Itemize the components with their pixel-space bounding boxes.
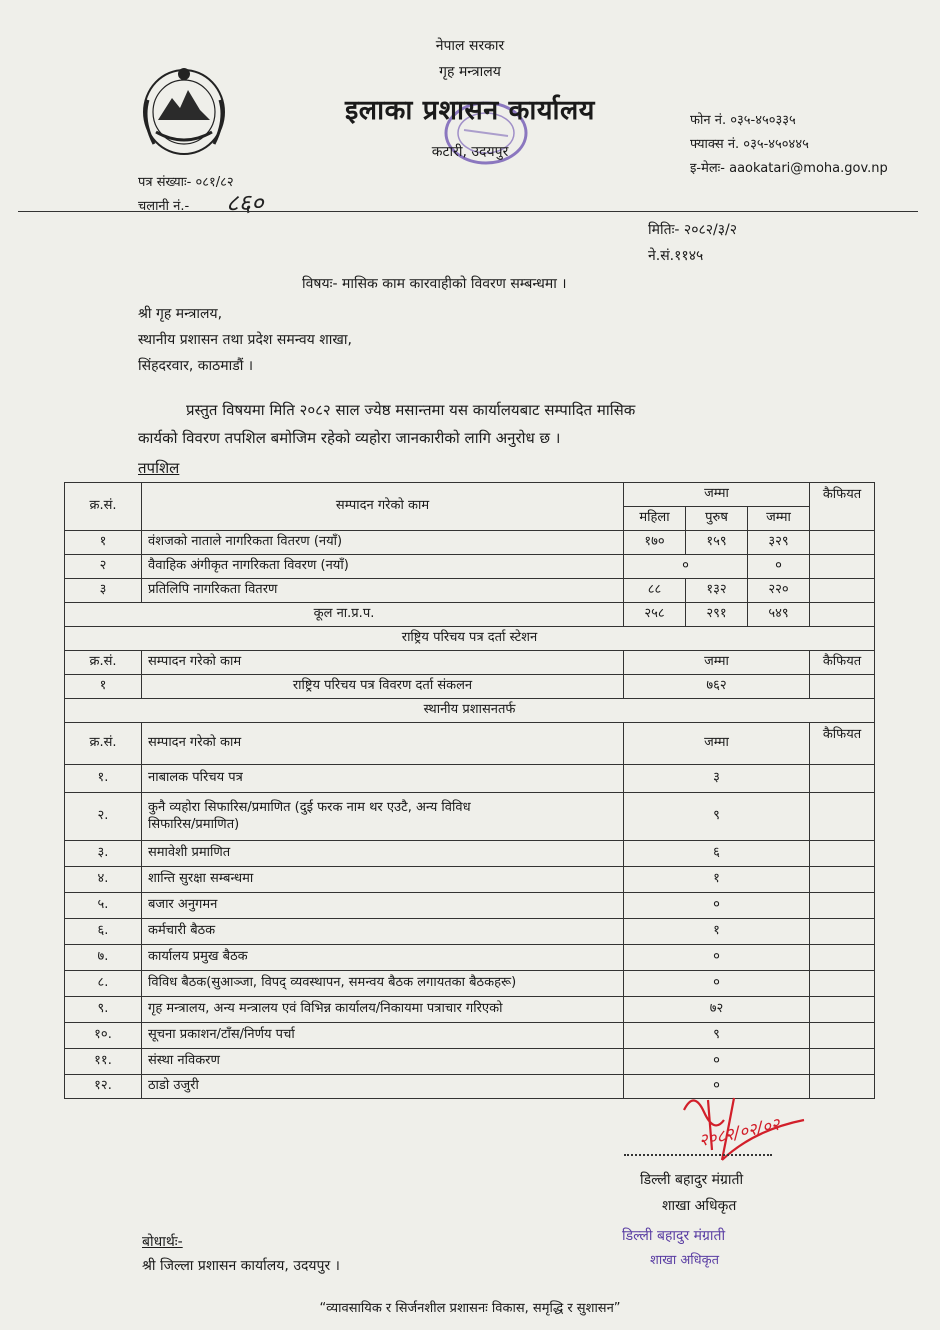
footer-slogan: “व्यावसायिक र सिर्जनशील प्रशासनः विकास, समृद्धि र सुशासन” [319,1301,621,1316]
table-row [65,919,875,945]
table-row [65,793,875,841]
local-section-title: स्थानीय प्रशासनतर्फ [65,699,875,723]
row-work: कार्यालय प्रमुख बैठक [142,945,624,971]
table-row [65,765,875,793]
row-remarks [810,765,875,793]
row-work: संस्था नविकरण [142,1049,624,1075]
table-total-row [65,603,875,627]
row-remarks [810,867,875,893]
dispatch-label: चलानी नं.- [138,199,190,214]
row-work: गृह मन्त्रालय, अन्य मन्त्रालय एवं विभिन्न कार्यालय/निकायमा पत्राचार गरिएको [142,997,624,1023]
row-female: १७० [624,531,686,555]
row-work: बजार अनुगमन [142,893,624,919]
nid-header-sn: क्र.सं. [65,651,142,675]
row-remarks [810,531,875,555]
row-sn: १२. [65,1075,142,1099]
table-row [65,579,875,603]
row-female-male-merged: ० [624,555,748,579]
row-remarks [810,793,875,841]
row-work-line-2: सिफारिस/प्रमाणित) [148,816,240,832]
office-name: इलाका प्रशासन कार्यालय [345,95,595,126]
row-male: १५९ [686,531,748,555]
row-sn: ४. [65,867,142,893]
row-work: सूचना प्रकाशन/टाँस/निर्णय पर्चा [142,1023,624,1049]
row-sum: ३२९ [748,531,810,555]
table-row [65,1023,875,1049]
row-total: ९ [624,793,810,841]
phone-number: फोन नं. ०३५-४५०३३५ [690,113,796,128]
row-remarks [810,919,875,945]
row-sn: २ [65,555,142,579]
table-row [65,841,875,867]
row-remarks [810,997,875,1023]
header-total: जम्मा [624,483,810,507]
row-sn: १ [65,531,142,555]
cc-recipient: श्री जिल्ला प्रशासन कार्यालय, उदयपुर । [142,1258,340,1274]
row-sn: २. [65,793,142,841]
local-header-total: जम्मा [624,723,810,765]
row-male: १३२ [686,579,748,603]
row-remarks [810,893,875,919]
email-address: इ-मेलः- aaokatari@moha.gov.np [690,161,888,176]
row-work-line-1: कुनै व्यहोरा सिफारिस/प्रमाणित (दुई फरक नाम थर एउटै, अन्य विविध [148,799,471,815]
addressee-line-2: स्थानीय प्रशासन तथा प्रदेश समन्वय शाखा, [138,332,352,348]
total-remarks [810,603,875,627]
signatory-stamp-name: डिल्ली बहादुर मंग्राती [622,1228,726,1244]
total-male: २९१ [686,603,748,627]
total-sum: ५४९ [748,603,810,627]
row-sn: १. [65,765,142,793]
row-total: ० [624,971,810,997]
row-sn: १ [65,675,142,699]
cc-label: बोधार्थः- [142,1234,183,1250]
row-remarks [810,841,875,867]
row-remarks [810,579,875,603]
row-sn: ६. [65,919,142,945]
nid-section-title: राष्ट्रिय परिचय पत्र दर्ता स्टेशन [65,627,875,651]
row-total: ० [624,945,810,971]
letter-number: पत्र संख्याः- ०८१/८२ [138,175,234,190]
table-row [65,1049,875,1075]
table-header-row [65,483,875,507]
section-row [65,627,875,651]
table-row [65,997,875,1023]
row-work: प्रतिलिपि नागरिकता वितरण [142,579,624,603]
details-heading: तपशिल [138,459,180,477]
row-remarks [810,1075,875,1099]
government-name: नेपाल सरकार [435,38,505,54]
row-sn: ८. [65,971,142,997]
table-row [65,945,875,971]
row-work: वंशजको नाताले नागरिकता वितरण (नयाँ) [142,531,624,555]
row-sn: ७. [65,945,142,971]
date-miti: मितिः- २०८२/३/२ [648,222,738,238]
row-total: ० [624,893,810,919]
row-remarks [810,555,875,579]
header-sn: क्र.सं. [65,483,142,531]
row-total: ७६२ [624,675,810,699]
signatory-stamp-designation: शाखा अधिकृत [650,1253,720,1268]
local-header-remarks: कैफियत [810,723,875,765]
local-header-sn: क्र.सं. [65,723,142,765]
addressee-line-3: सिंहदरवार, काठमाडौं । [138,358,254,374]
local-header-work: सम्पादन गरेको काम [142,723,624,765]
row-sn: ११. [65,1049,142,1075]
fax-number: फ्याक्स नं. ०३५-४५०४४५ [690,137,809,152]
table-row [65,555,875,579]
row-remarks [810,971,875,997]
row-remarks [810,1049,875,1075]
row-work: नाबालक परिचय पत्र [142,765,624,793]
row-total: ६ [624,841,810,867]
row-sn: ३ [65,579,142,603]
header-sum: जम्मा [748,507,810,531]
header-male: पुरुष [686,507,748,531]
row-total: ० [624,1049,810,1075]
nepal-emblem-icon [138,60,230,160]
table-row [65,867,875,893]
row-female: ८८ [624,579,686,603]
office-location: कटारी, उदयपुर [431,144,509,160]
row-sn: ३. [65,841,142,867]
signature-handwritten-date: २०८२/०२/०२ [697,1114,782,1152]
row-work: समावेशी प्रमाणित [142,841,624,867]
row-work: राष्ट्रिय परिचय पत्र विवरण दर्ता संकलन [142,675,624,699]
nid-header-remarks: कैफियत [810,651,875,675]
row-sn: १०. [65,1023,142,1049]
row-work: वैवाहिक अंगीकृत नागरिकता विवरण (नयाँ) [142,555,624,579]
local-header-row [65,723,875,765]
row-total: १ [624,919,810,945]
row-work: ठाडो उजुरी [142,1075,624,1099]
nid-header-row [65,651,875,675]
body-line-2: कार्यको विवरण तपशिल बमोजिम रहेको व्यहोरा जानकारीको लागि अनुरोध छ । [138,429,561,447]
signatory-designation: शाखा अधिकृत [662,1198,737,1214]
signature-line [624,1154,772,1156]
row-remarks [810,1023,875,1049]
header-remarks: कैफियत [810,483,875,531]
ministry-name: गृह मन्त्रालय [439,64,501,80]
row-total: १ [624,867,810,893]
addressee-line-1: श्री गृह मन्त्रालय, [138,306,223,322]
row-sum: २२० [748,579,810,603]
body-line-1: प्रस्तुत विषयमा मिति २०८२ साल ज्येष्ठ मसान्तमा यस कार्यालयबाट सम्पादित मासिक [186,401,636,419]
row-total: ३ [624,765,810,793]
signatory-name: डिल्ली बहादुर मंग्राती [640,1172,744,1188]
date-nepal-sambat: ने.सं.११४५ [648,248,704,264]
table-row [65,971,875,997]
total-label: कूल ना.प्र.प. [65,603,624,627]
nid-header-work: सम्पादन गरेको काम [142,651,624,675]
row-work: कर्मचारी बैठक [142,919,624,945]
subject-line: विषयः- मासिक काम कारवाहीको विवरण सम्बन्धमा । [302,276,567,292]
row-total: ९ [624,1023,810,1049]
row-work [142,793,624,841]
section-row [65,699,875,723]
table-row [65,893,875,919]
row-work: शान्ति सुरक्षा सम्बन्धमा [142,867,624,893]
table-row [65,675,875,699]
header-work: सम्पादन गरेको काम [142,483,624,531]
row-sum: ० [748,555,810,579]
dispatch-number-handwritten: ८६० [226,189,264,217]
row-total: ७२ [624,997,810,1023]
activity-table [64,482,875,1099]
header-female: महिला [624,507,686,531]
row-remarks [810,945,875,971]
nid-header-total: जम्मा [624,651,810,675]
total-female: २५८ [624,603,686,627]
row-total: ० [624,1075,810,1099]
row-sn: ५. [65,893,142,919]
header-divider [18,211,918,212]
row-sn: ९. [65,997,142,1023]
row-work: विविध बैठक(सुआञ्जा, विपद् व्यवस्थापन, समन्वय बैठक लगायतका बैठकहरू) [142,971,624,997]
row-remarks [810,675,875,699]
table-row [65,531,875,555]
